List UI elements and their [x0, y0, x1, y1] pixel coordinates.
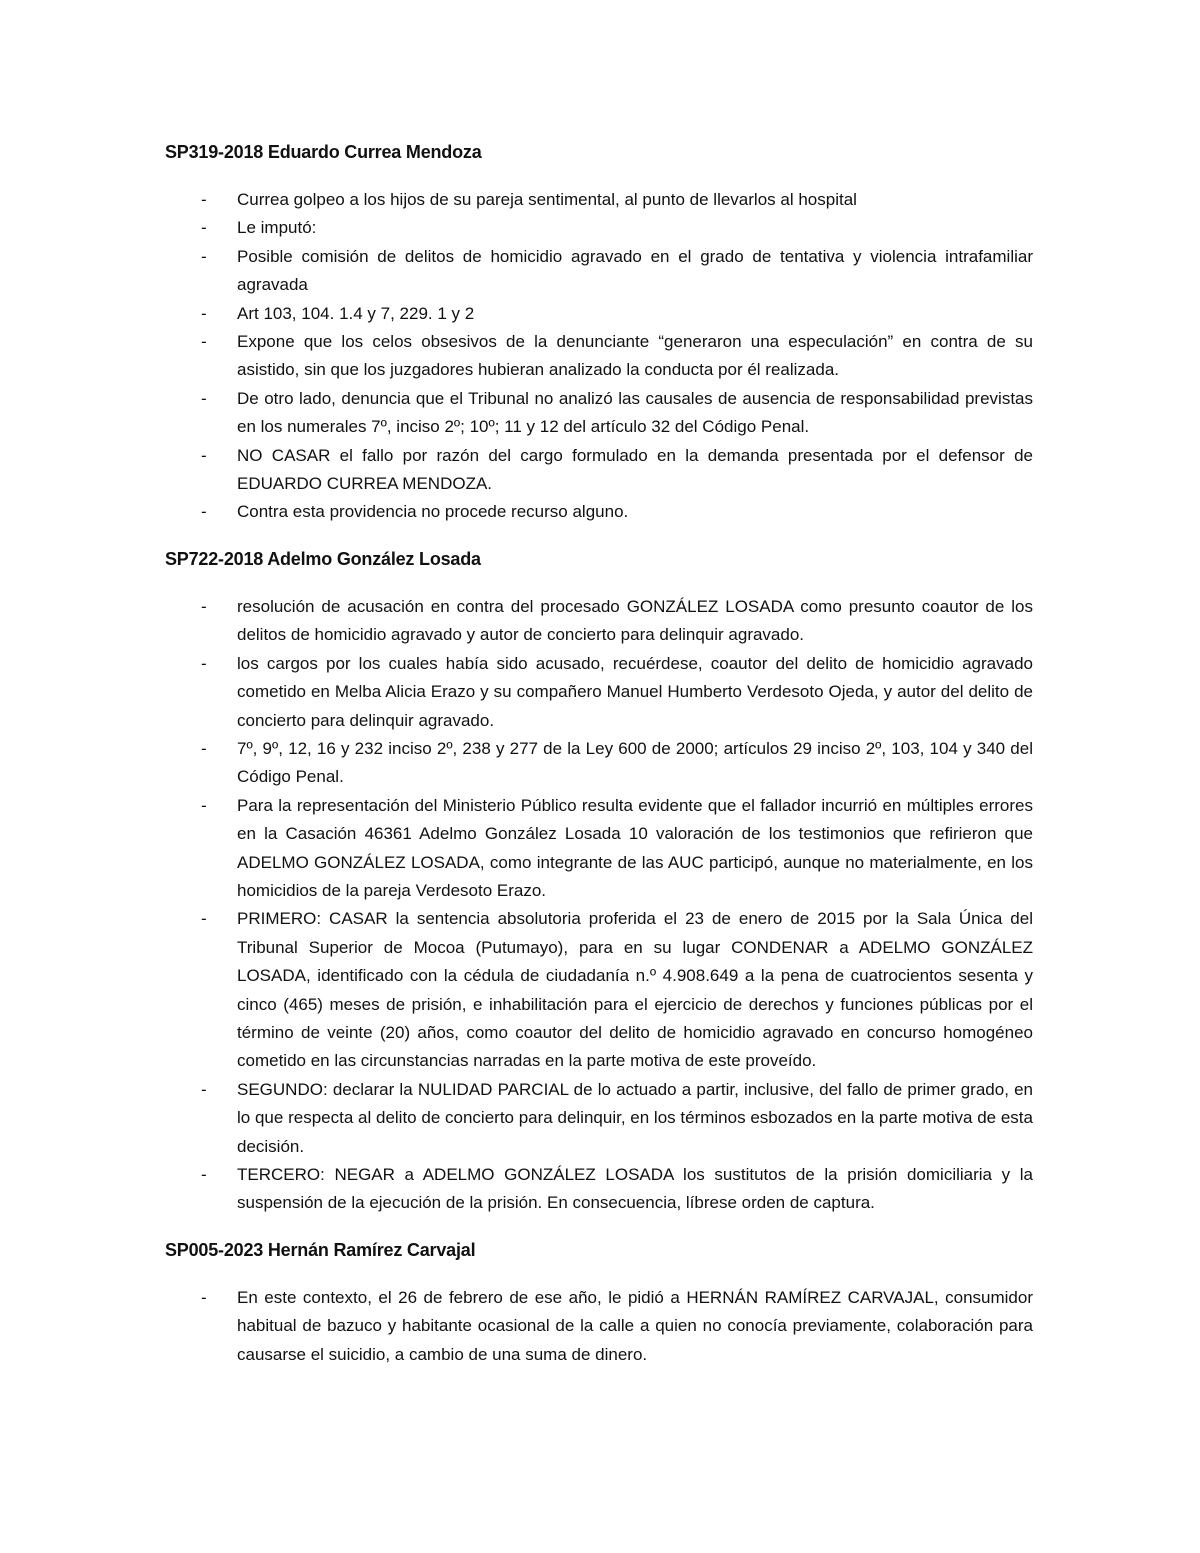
list-item	[165, 1076, 1033, 1161]
list-item-text: De otro lado, denuncia que el Tribunal no analizó las causales de ausencia de responsabilidad previstas en los numerales 7º, inciso 2º; 10º; 11 y 12 del artículo 32 del Código Penal.	[237, 388, 1033, 437]
section-sp005-2023	[165, 1236, 1033, 1369]
list-item	[165, 328, 1033, 385]
bullet-dash: -	[201, 332, 207, 352]
list-item	[165, 593, 1033, 650]
bullet-dash: -	[201, 303, 207, 323]
list-item-text: Para la representación del Ministerio Público resulta evidente que el fallador incurrió en múltiples errores en la Casación 46361 Adelmo González Losada 10 valoración de los testimonios que refirieron que ADELMO GONZÁLEZ LOSADA, como integrante de las AUC participó, aunque no materialmente, en los homicidios de la pareja Verdesoto Erazo.	[237, 795, 1033, 900]
list-item-text: Art 103, 104. 1.4 y 7, 229. 1 y 2	[237, 303, 475, 323]
list-item	[165, 385, 1033, 442]
bullet-dash: -	[201, 909, 207, 929]
bullet-dash: -	[201, 1287, 207, 1307]
list-item-text: SEGUNDO: declarar la NULIDAD PARCIAL de lo actuado a partir, inclusive, del fallo de primer grado, en lo que respecta al delito de concierto para delinquir, en los términos esbozados en la parte motiva de esta decisión.	[237, 1079, 1033, 1156]
bullet-dash: -	[201, 596, 207, 616]
list-item	[165, 905, 1033, 1075]
list-item	[165, 214, 1033, 242]
list-item	[165, 186, 1033, 214]
document-page	[165, 138, 1033, 1387]
list-item	[165, 300, 1033, 328]
bullet-dash: -	[201, 1165, 207, 1184]
bullet-list	[165, 593, 1033, 1218]
section-sp319-2018	[165, 138, 1033, 527]
list-item	[165, 1284, 1033, 1369]
list-item-text: TERCERO: NEGAR a ADELMO GONZÁLEZ LOSADA los sustitutos de la prisión domiciliaria y la suspensión de la ejecución de la prisión. En consecuencia, líbrese orden de captura.	[237, 1165, 1033, 1213]
bullet-dash: -	[201, 653, 207, 673]
bullet-list	[165, 186, 1033, 527]
list-item	[165, 1161, 1033, 1218]
bullet-dash: -	[201, 246, 207, 266]
list-item-text: 7º, 9º, 12, 16 y 232 inciso 2º, 238 y 277 de la Ley 600 de 2000; artículos 29 inciso 2º, 103, 104 y 340 del Código Penal.	[237, 738, 1033, 787]
bullet-dash: -	[201, 738, 207, 758]
section-title: SP319-2018 Eduardo Currea Mendoza	[165, 142, 482, 162]
bullet-dash: -	[201, 190, 207, 209]
list-item-text: resolución de acusación en contra del procesado GONZÁLEZ LOSADA como presunto coautor de los delitos de homicidio agravado y autor de concierto para delinquir agravado.	[237, 596, 1033, 645]
list-item-text: Posible comisión de delitos de homicidio agravado en el grado de tentativa y violencia intrafamiliar agravada	[237, 246, 1033, 295]
bullet-dash: -	[201, 218, 207, 238]
list-item	[165, 792, 1033, 906]
bullet-dash: -	[201, 502, 207, 522]
list-item-text: Currea golpeo a los hijos de su pareja sentimental, al punto de llevarlos al hospital	[237, 190, 857, 209]
list-item	[165, 735, 1033, 792]
bullet-dash: -	[201, 795, 207, 815]
section-sp722-2018	[165, 545, 1033, 1218]
bullet-dash: -	[201, 1079, 207, 1099]
bullet-list	[165, 1284, 1033, 1369]
list-item-text: los cargos por los cuales había sido acusado, recuérdese, coautor del delito de homicidio agravado cometido en Melba Alicia Erazo y su compañero Manuel Humberto Verdesoto Ojeda, y autor del delito de concierto para delinquir agravado.	[237, 653, 1033, 730]
list-item	[165, 243, 1033, 300]
list-item-text: Le imputó:	[237, 218, 317, 238]
list-item-text: Contra esta providencia no procede recurso alguno.	[237, 502, 629, 522]
list-item-text: PRIMERO: CASAR la sentencia absolutoria proferida el 23 de enero de 2015 por la Sala Única del Tribunal Superior de Mocoa (Putumayo), para en su lugar CONDENAR a ADELMO GONZÁLEZ LOSADA, identificado con la cédula de ciudadanía n.º 4.908.649 a la pena de cuatrocientos sesenta y cinco (465) meses de prisión, e inhabilitación para el ejercicio de derechos y funciones públicas por el término de veinte (20) años, como coautor del delito de homicidio agravado en concurso homogéneo cometido en las circunstancias narradas en la parte motiva de este proveído.	[237, 909, 1033, 1071]
bullet-dash: -	[201, 445, 207, 465]
list-item-text: Expone que los celos obsesivos de la denunciante “generaron una especulación” en contra de su asistido, sin que los juzgadores hubieran analizado la conducta por él realizada.	[237, 332, 1033, 380]
section-title: SP722-2018 Adelmo González Losada	[165, 548, 481, 569]
list-item	[165, 650, 1033, 735]
bullet-dash: -	[201, 388, 207, 408]
section-title: SP005-2023 Hernán Ramírez Carvajal	[165, 1239, 476, 1260]
list-item-text: NO CASAR el fallo por razón del cargo formulado en la demanda presentada por el defensor de EDUARDO CURREA MENDOZA.	[237, 445, 1033, 494]
list-item	[165, 442, 1033, 499]
list-item	[165, 498, 1033, 526]
list-item-text: En este contexto, el 26 de febrero de ese año, le pidió a HERNÁN RAMÍREZ CARVAJAL, consumidor habitual de bazuco y habitante ocasional de la calle a quien no conocía previamente, colaboración para causarse el suicidio, a cambio de una suma de dinero.	[237, 1287, 1033, 1364]
